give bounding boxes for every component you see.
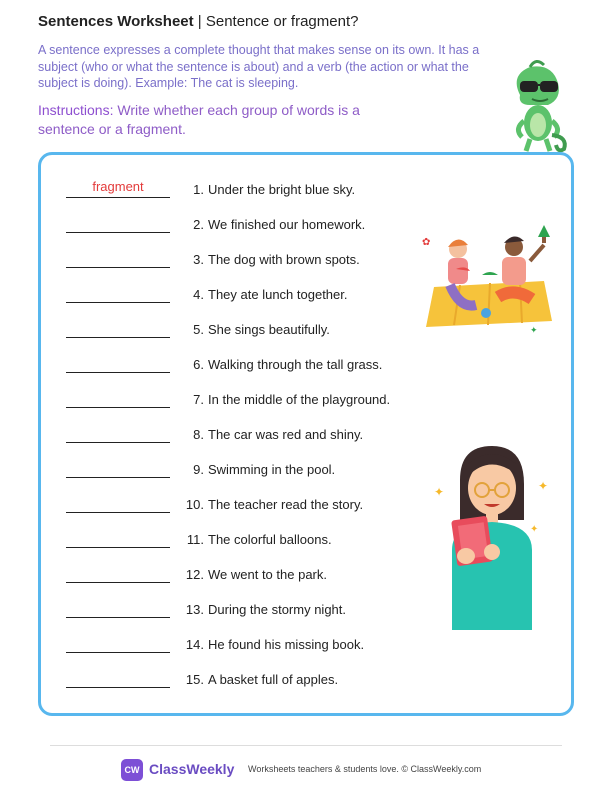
exercise-item [66, 287, 466, 307]
exercise-item [66, 462, 466, 482]
answer-blank[interactable] [66, 582, 170, 583]
exercise-item [66, 532, 466, 552]
item-number: 13. [185, 602, 204, 617]
item-number: 7. [193, 392, 204, 407]
answer-blank[interactable] [66, 687, 170, 688]
item-number: 9. [193, 462, 204, 477]
instructions [38, 101, 398, 139]
exercise-item [66, 672, 466, 692]
svg-text:✦: ✦ [538, 479, 549, 493]
item-number: 11. [186, 532, 204, 547]
item-text: He found his missing book. [208, 637, 365, 652]
item-number: 1. [193, 182, 204, 197]
title-bold: Sentences Worksheet [38, 13, 194, 30]
item-number: 12. [185, 567, 204, 582]
item-text: The teacher read the story. [208, 497, 364, 512]
answer-blank[interactable] [66, 617, 170, 618]
item-number: 10. [185, 497, 204, 512]
footer-tagline: Worksheets teachers & students love. © ClassWeekly.com [248, 764, 482, 774]
answer-blank[interactable] [66, 267, 170, 268]
item-text: The car was red and shiny. [208, 427, 364, 442]
intro-text: A sentence expresses a complete thought that makes sense on its own. It has a subject (who or what the sentence is about) and a verb (the action or what the subject is doing). Example: The cat is sleeping. [38, 43, 480, 90]
svg-text:✦: ✦ [530, 325, 538, 335]
exercise-item [66, 357, 466, 377]
item-number: 6. [193, 357, 204, 372]
chameleon-illustration [500, 55, 572, 155]
item-text: The colorful balloons. [208, 532, 332, 547]
item-text: The dog with brown spots. [208, 252, 360, 267]
answer-blank[interactable] [66, 477, 170, 478]
answer-blank[interactable] [66, 232, 170, 233]
exercise-item [66, 217, 466, 237]
answer-blank[interactable] [66, 372, 170, 373]
item-text: Walking through the tall grass. [208, 357, 383, 372]
item-number: 15. [185, 672, 204, 687]
item-number: 8. [193, 427, 204, 442]
answer-blank[interactable] [66, 652, 170, 653]
item-text: During the stormy night. [208, 602, 347, 617]
footer-brand: ClassWeekly [149, 761, 235, 777]
exercise-item [66, 392, 466, 412]
answer-blank[interactable] [66, 407, 170, 408]
item-text: They ate lunch together. [208, 287, 348, 302]
exercise-item [66, 252, 466, 272]
worksheet-title [38, 13, 358, 30]
item-number: 14. [185, 637, 204, 652]
answer-blank[interactable] [66, 547, 170, 548]
answer-blank[interactable] [66, 302, 170, 303]
instructions-label: Instructions: [38, 102, 114, 118]
item-number: 4. [193, 287, 204, 302]
exercise-item [66, 497, 466, 517]
svg-text:✦: ✦ [530, 524, 539, 535]
item-text: We finished our homework. [208, 217, 366, 232]
picnic-illustration [420, 225, 558, 337]
item-text: Under the bright blue sky. [208, 182, 356, 197]
exercise-item [66, 637, 466, 657]
classweekly-logo: CW [121, 759, 143, 781]
exercise-item [66, 427, 466, 447]
item-text: Swimming in the pool. [208, 462, 336, 477]
item-number: 3. [193, 252, 204, 267]
exercise-item [66, 179, 466, 202]
answer-blank[interactable] [66, 197, 170, 198]
item-text: We went to the park. [208, 567, 327, 582]
footer-divider [50, 745, 562, 746]
exercise-item [66, 602, 466, 622]
answer-text: fragment [92, 179, 144, 194]
answer-blank[interactable] [66, 442, 170, 443]
item-number: 2. [193, 217, 204, 232]
girl-reading-illustration [430, 440, 554, 630]
instructions-text: Write whether each group of words is a sentence or a fragment. [38, 102, 360, 137]
title-separator: | [193, 13, 206, 30]
exercise-item [66, 567, 466, 587]
item-text: A basket full of apples. [208, 672, 339, 687]
exercise-item [66, 322, 466, 342]
item-text: In the middle of the playground. [208, 392, 391, 407]
answer-blank[interactable] [66, 512, 170, 513]
item-text: She sings beautifully. [208, 322, 330, 337]
item-number: 5. [193, 322, 204, 337]
title-rest: Sentence or fragment? [205, 13, 359, 30]
svg-text:✿: ✿ [422, 237, 431, 248]
svg-text:✦: ✦ [434, 485, 445, 499]
answer-blank[interactable] [66, 337, 170, 338]
